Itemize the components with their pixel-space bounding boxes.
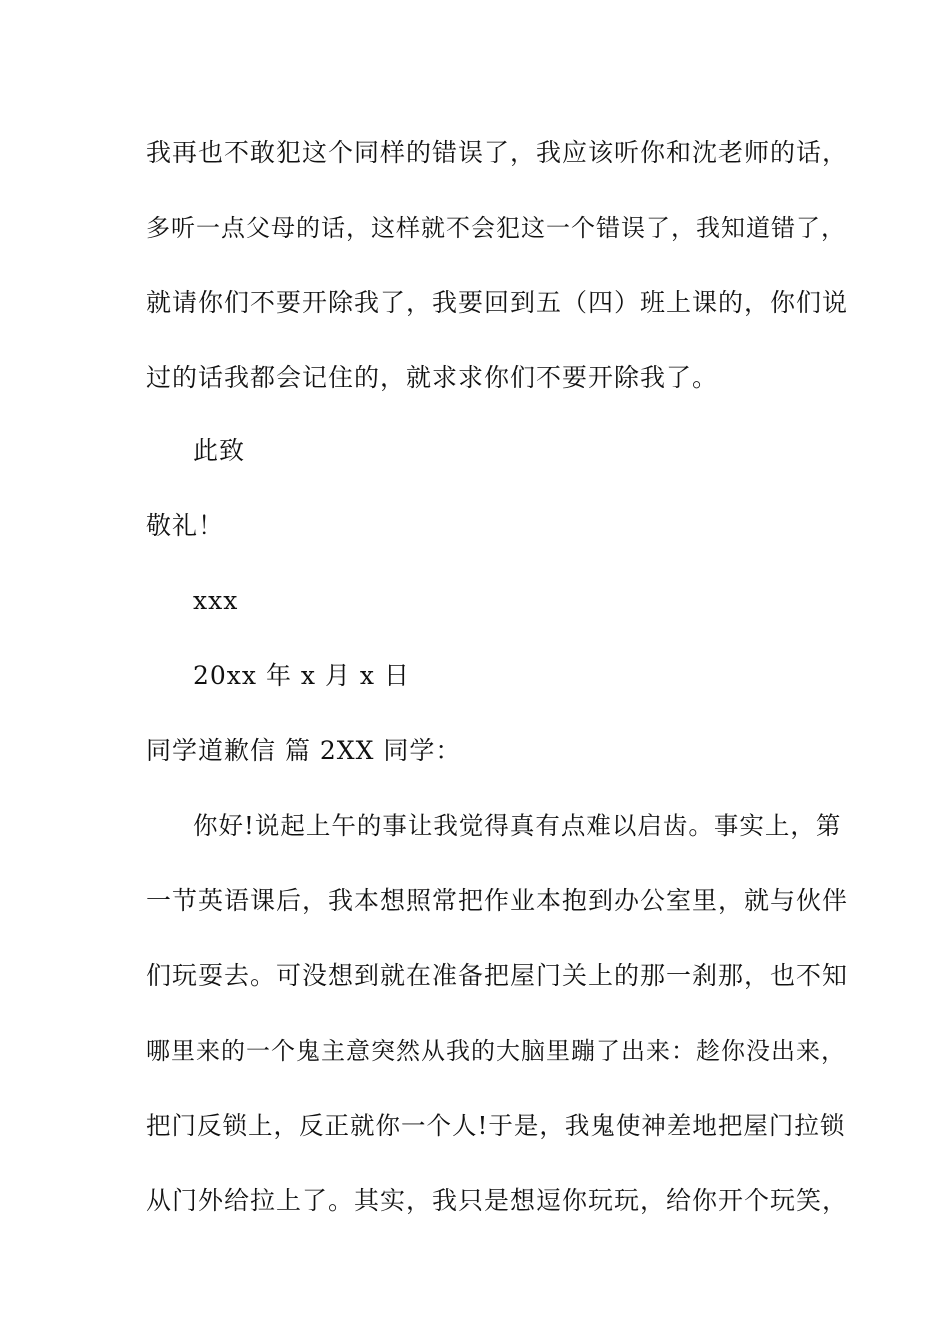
salutation-line: 此致	[193, 436, 246, 465]
body-line: 一节英语课后，我本想照常把作业本抱到办公室里，就与伙伴	[146, 886, 849, 915]
body-line: 过的话我都会记住的，就求求你们不要开除我了。	[146, 363, 719, 392]
date-line: 20xx 年 x 月 x 日	[193, 661, 410, 690]
body-line: 把门反锁上，反正就你一个人!于是，我鬼使神差地把屋门拉锁	[146, 1111, 846, 1140]
body-line: 从门外给拉上了。其实，我只是想逗你玩玩，给你开个玩笑，	[146, 1186, 849, 1215]
body-line: 你好!说起上午的事让我觉得真有点难以启齿。事实上，第	[193, 811, 842, 840]
body-line: 就请你们不要开除我了，我要回到五（四）班上课的，你们说	[146, 288, 849, 317]
signature-line: xxx	[193, 586, 239, 615]
body-line: 我再也不敢犯这个同样的错误了，我应该听你和沈老师的话，	[146, 138, 849, 167]
body-line: 多听一点父母的话，这样就不会犯这一个错误了，我知道错了，	[146, 214, 846, 242]
section-heading: 同学道歉信 篇 2XX 同学：	[146, 736, 462, 765]
closing-line: 敬礼！	[146, 511, 225, 540]
body-line: 哪里来的一个鬼主意突然从我的大脑里蹦了出来：趁你没出来，	[146, 1037, 846, 1065]
body-line: 们玩耍去。可没想到就在准备把屋门关上的那一刹那，也不知	[146, 961, 849, 990]
